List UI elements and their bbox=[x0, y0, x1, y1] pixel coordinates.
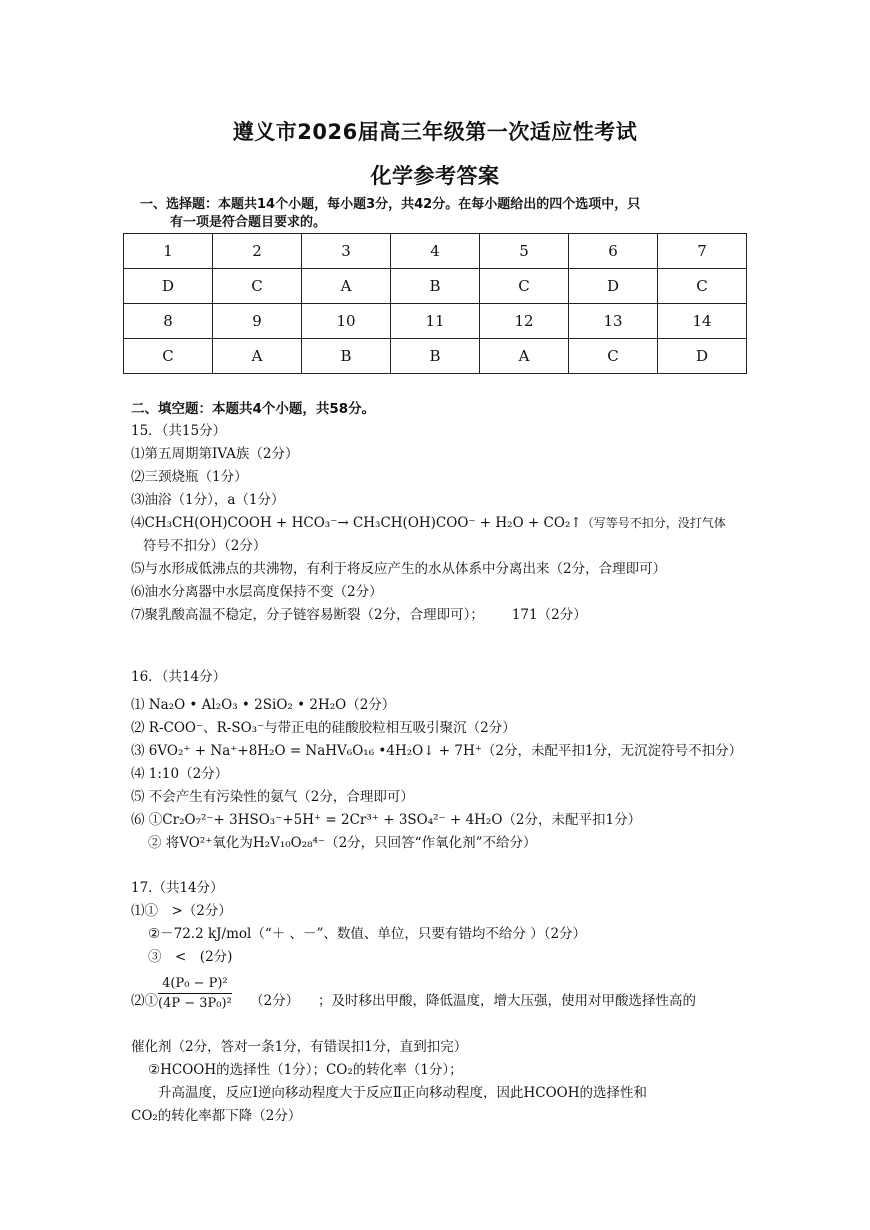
q15-line3: ⑶油浴（1分），a（1分） bbox=[131, 492, 285, 508]
q15-line7-text: ⑺聚乳酸高温不稳定，分子链容易断裂（2分，合理即可）； bbox=[131, 607, 484, 623]
question-number-cell: 3 bbox=[302, 234, 391, 269]
answer-row bbox=[124, 269, 747, 304]
page-subtitle: 化学参考答案 bbox=[370, 164, 500, 188]
answer-cell: C bbox=[658, 269, 747, 304]
question-number-cell: 9 bbox=[213, 304, 302, 339]
q16-line5: ⑸ 不会产生有污染性的氨气（2分，合理即可） bbox=[131, 789, 414, 805]
question-number-cell: 12 bbox=[480, 304, 569, 339]
q17-head: 17.（共14分） bbox=[131, 880, 224, 896]
q17-line8: CO₂的转化率都下降（2分） bbox=[131, 1108, 302, 1124]
q17-line3: ③ < (2分) bbox=[148, 949, 233, 965]
q17-line4-score: （2分） bbox=[250, 993, 300, 1009]
q17-line4-rest: ；及时移出甲酸，降低温度，增大压强，使用对甲酸选择性高的 bbox=[318, 993, 696, 1009]
answer-cell: C bbox=[124, 339, 213, 374]
q15-line4 bbox=[131, 514, 726, 533]
q17-line5: 催化剂（2分，答对一条1分，有错误扣1分，直到扣完） bbox=[131, 1039, 468, 1055]
answer-cell: B bbox=[391, 339, 480, 374]
q17-fraction bbox=[158, 976, 232, 1011]
q15-line1: ⑴第五周期第IVA族（2分） bbox=[131, 446, 299, 462]
page-title: 遵义市2026届高三年级第一次适应性考试 bbox=[232, 120, 638, 144]
question-number-cell: 7 bbox=[658, 234, 747, 269]
question-number-cell: 8 bbox=[124, 304, 213, 339]
q15-line2: ⑵三颈烧瓶（1分） bbox=[131, 469, 248, 485]
answer-cell: D bbox=[124, 269, 213, 304]
answer-cell: A bbox=[213, 339, 302, 374]
q16-line7: ② 将VO²⁺氧化为H₂V₁₀O₂₈⁴⁻（2分，只回答“作氧化剂”不给分） bbox=[148, 835, 537, 851]
question-number-row bbox=[124, 234, 747, 269]
section1-heading-line2: 有一项是符合题目要求的。 bbox=[170, 215, 327, 230]
q17-line1: ⑴① >（2分） bbox=[131, 903, 232, 919]
question-number-cell: 6 bbox=[569, 234, 658, 269]
section1-heading bbox=[140, 196, 740, 232]
question-number-cell: 1 bbox=[124, 234, 213, 269]
fraction-denominator: (4P − 3P₀)² bbox=[158, 996, 232, 1011]
answer-cell: C bbox=[569, 339, 658, 374]
q17-line7: 升高温度，反应Ⅰ逆向移动程度大于反应Ⅱ正向移动程度，因此HCOOH的选择性和 bbox=[158, 1085, 648, 1101]
answer-cell: C bbox=[480, 269, 569, 304]
q16-line6: ⑹ ①Cr₂O₇²⁻+ 3HSO₃⁻+5H⁺ = 2Cr³⁺ + 3SO₄²⁻ + 4H₂O（2分，未配平扣1分） bbox=[131, 812, 642, 828]
answer-cell: A bbox=[302, 269, 391, 304]
question-number-row bbox=[124, 304, 747, 339]
question-number-cell: 13 bbox=[569, 304, 658, 339]
question-number-cell: 11 bbox=[391, 304, 480, 339]
question-number-cell: 10 bbox=[302, 304, 391, 339]
q16-line3: ⑶ 6VO₂⁺ + Na⁺+8H₂O = NaHV₆O₁₆ •4H₂O↓ + 7H⁺（2分，未配平扣1分，无沉淀符号不扣分） bbox=[131, 743, 743, 759]
answer-cell: C bbox=[213, 269, 302, 304]
answer-cell: A bbox=[480, 339, 569, 374]
question-number-cell: 5 bbox=[480, 234, 569, 269]
fraction-numerator: 4(P₀ − P)² bbox=[158, 976, 232, 994]
q16-line4: ⑷ 1:10（2分） bbox=[131, 766, 229, 782]
q17-line2: ②－72.2 kJ/mol（“＋ 、－”、数值、单位，只要有错均不给分 ）（2分） bbox=[148, 926, 587, 942]
q15-equation-note: （写等号不扣分，没打气体 bbox=[581, 516, 726, 530]
q16-line2: ⑵ R-COO⁻、R-SO₃⁻与带正电的硅酸胶粒相互吸引聚沉（2分） bbox=[131, 720, 516, 736]
q15-line4b: 符号不扣分）（2分） bbox=[143, 538, 267, 554]
q16-head: 16．（共14分） bbox=[131, 669, 227, 685]
question-number-cell: 4 bbox=[391, 234, 480, 269]
answer-table bbox=[123, 233, 747, 374]
q15-head: 15．（共15分） bbox=[131, 423, 227, 439]
section2-heading: 二、填空题：本题共4个小题，共58分。 bbox=[131, 401, 376, 417]
q15-line5: ⑸与水形成低沸点的共沸物，有利于将反应产生的水从体系中分离出来（2分，合理即可） bbox=[131, 561, 667, 577]
answer-cell: D bbox=[569, 269, 658, 304]
answer-cell: B bbox=[302, 339, 391, 374]
question-number-cell: 2 bbox=[213, 234, 302, 269]
q15-equation: ⑷CH₃CH(OH)COOH + HCO₃⁻→ CH₃CH(OH)COO⁻ + H₂O + CO₂↑ bbox=[131, 515, 582, 531]
question-number-cell: 14 bbox=[658, 304, 747, 339]
q15-line7-score: 171（2分） bbox=[511, 607, 587, 623]
answer-cell: D bbox=[658, 339, 747, 374]
answer-row bbox=[124, 339, 747, 374]
q15-line7 bbox=[131, 606, 587, 625]
q17-line4-prefix: ⑵① bbox=[131, 993, 158, 1009]
section1-heading-line1: 一、选择题：本题共14个小题，每小题3分，共42分。在每小题给出的四个选项中，只 bbox=[140, 197, 641, 212]
q15-line6: ⑹油水分离器中水层高度保持不变（2分） bbox=[131, 584, 383, 600]
q17-line6: ②HCOOH的选择性（1分）；CO₂的转化率（1分）； bbox=[148, 1062, 463, 1078]
answer-cell: B bbox=[391, 269, 480, 304]
q16-line1: ⑴ Na₂O • Al₂O₃ • 2SiO₂ • 2H₂O（2分） bbox=[131, 697, 396, 713]
